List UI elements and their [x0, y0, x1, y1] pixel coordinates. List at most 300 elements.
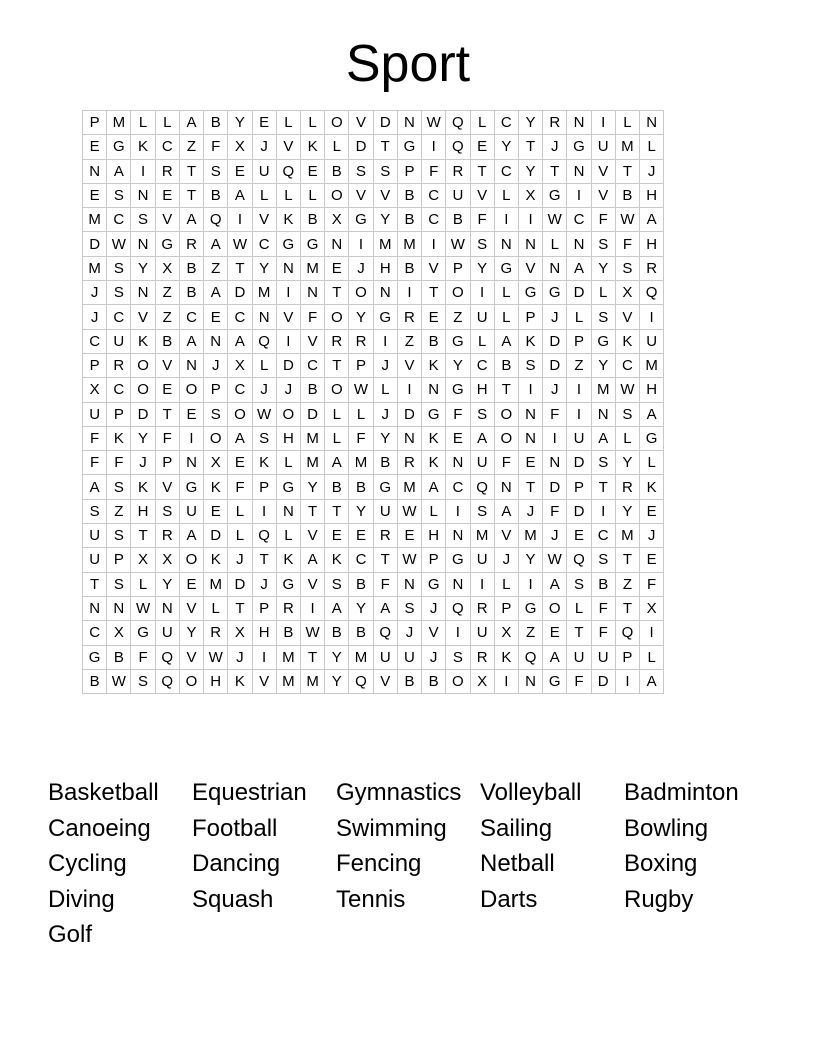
grid-cell: Q: [446, 135, 470, 159]
grid-cell: G: [349, 208, 373, 232]
grid-cell: R: [470, 645, 494, 669]
word-list-item: Equestrian: [192, 779, 307, 806]
grid-cell: V: [155, 208, 179, 232]
grid-cell: J: [543, 378, 567, 402]
grid-cell: F: [83, 451, 107, 475]
grid-cell: L: [494, 572, 518, 596]
grid-cell: E: [349, 524, 373, 548]
grid-cell: V: [252, 208, 276, 232]
grid-cell: Y: [325, 645, 349, 669]
grid-cell: R: [204, 621, 228, 645]
grid-cell: X: [228, 621, 252, 645]
grid-cell: P: [397, 159, 421, 183]
grid-cell: Y: [373, 426, 397, 450]
grid-cell: B: [422, 329, 446, 353]
grid-cell: C: [349, 548, 373, 572]
grid-cell: I: [494, 208, 518, 232]
grid-cell: V: [252, 669, 276, 693]
grid-cell: Z: [204, 256, 228, 280]
grid-cell: W: [397, 548, 421, 572]
grid-cell: X: [640, 596, 664, 620]
grid-cell: G: [107, 135, 131, 159]
grid-cell: A: [640, 208, 664, 232]
grid-cell: A: [640, 669, 664, 693]
grid-cell: W: [300, 621, 324, 645]
grid-cell: M: [397, 475, 421, 499]
grid-cell: I: [179, 426, 203, 450]
grid-cell: N: [131, 183, 155, 207]
grid-cell: V: [276, 135, 300, 159]
grid-cell: M: [276, 669, 300, 693]
grid-cell: O: [228, 402, 252, 426]
grid-cell: O: [325, 378, 349, 402]
grid-cell: J: [543, 305, 567, 329]
grid-cell: A: [567, 256, 591, 280]
grid-cell: U: [107, 329, 131, 353]
grid-cell: J: [349, 256, 373, 280]
grid-row: [83, 645, 664, 669]
grid-cell: R: [349, 329, 373, 353]
grid-cell: E: [179, 402, 203, 426]
grid-cell: N: [179, 353, 203, 377]
grid-cell: B: [349, 572, 373, 596]
grid-cell: Z: [155, 281, 179, 305]
grid-cell: E: [446, 426, 470, 450]
grid-cell: Q: [518, 645, 542, 669]
grid-cell: T: [615, 596, 639, 620]
grid-cell: Y: [591, 353, 615, 377]
grid-cell: R: [107, 353, 131, 377]
grid-cell: E: [518, 451, 542, 475]
grid-cell: J: [228, 645, 252, 669]
grid-cell: N: [567, 111, 591, 135]
grid-cell: G: [373, 475, 397, 499]
grid-cell: L: [276, 183, 300, 207]
grid-cell: S: [470, 402, 494, 426]
grid-cell: G: [446, 329, 470, 353]
grid-cell: A: [179, 329, 203, 353]
grid-cell: V: [422, 256, 446, 280]
grid-row: [83, 475, 664, 499]
grid-cell: S: [107, 572, 131, 596]
grid-cell: N: [276, 256, 300, 280]
grid-cell: A: [325, 596, 349, 620]
grid-cell: D: [131, 402, 155, 426]
word-list-item: Golf: [48, 921, 93, 948]
grid-cell: S: [107, 475, 131, 499]
grid-cell: Y: [131, 426, 155, 450]
grid-cell: P: [107, 402, 131, 426]
grid-cell: Y: [228, 111, 252, 135]
grid-cell: B: [179, 256, 203, 280]
grid-cell: E: [543, 621, 567, 645]
grid-cell: O: [325, 305, 349, 329]
grid-cell: S: [591, 305, 615, 329]
grid-cell: D: [373, 111, 397, 135]
grid-cell: U: [470, 451, 494, 475]
grid-cell: J: [397, 621, 421, 645]
grid-cell: F: [83, 426, 107, 450]
grid-cell: H: [131, 499, 155, 523]
grid-cell: I: [252, 645, 276, 669]
grid-cell: A: [179, 524, 203, 548]
grid-cell: R: [155, 524, 179, 548]
grid-cell: A: [300, 548, 324, 572]
grid-cell: G: [543, 281, 567, 305]
word-list-item: Football: [192, 814, 278, 842]
grid-cell: S: [615, 256, 639, 280]
grid-cell: O: [179, 548, 203, 572]
grid-cell: Y: [325, 669, 349, 693]
grid-cell: N: [567, 159, 591, 183]
grid-cell: G: [179, 475, 203, 499]
grid-cell: V: [422, 621, 446, 645]
grid-cell: R: [640, 256, 664, 280]
grid-cell: M: [615, 524, 639, 548]
grid-cell: N: [567, 232, 591, 256]
grid-cell: U: [470, 621, 494, 645]
grid-row: [83, 305, 664, 329]
grid-cell: C: [591, 524, 615, 548]
grid-cell: T: [591, 475, 615, 499]
grid-cell: R: [397, 451, 421, 475]
grid-cell: A: [228, 183, 252, 207]
grid-cell: U: [470, 305, 494, 329]
page-title: Sport: [345, 35, 471, 93]
grid-cell: E: [228, 159, 252, 183]
grid-cell: A: [543, 572, 567, 596]
grid-cell: U: [83, 524, 107, 548]
grid-cell: B: [397, 183, 421, 207]
grid-cell: F: [470, 208, 494, 232]
grid-cell: V: [591, 183, 615, 207]
grid-cell: T: [179, 183, 203, 207]
grid-cell: A: [228, 426, 252, 450]
word-list-item: Badminton: [624, 779, 739, 806]
grid-cell: I: [543, 426, 567, 450]
grid-row: [83, 451, 664, 475]
grid-cell: E: [422, 305, 446, 329]
grid-cell: B: [397, 669, 421, 693]
grid-cell: N: [494, 232, 518, 256]
grid-cell: H: [640, 232, 664, 256]
grid-cell: M: [591, 378, 615, 402]
grid-cell: C: [470, 353, 494, 377]
grid-cell: N: [276, 499, 300, 523]
grid-cell: G: [640, 426, 664, 450]
grid-cell: C: [300, 353, 324, 377]
grid-cell: U: [155, 621, 179, 645]
grid-cell: B: [204, 111, 228, 135]
grid-cell: X: [325, 208, 349, 232]
grid-cell: K: [131, 135, 155, 159]
grid-cell: L: [422, 499, 446, 523]
grid-cell: M: [349, 645, 373, 669]
grid-cell: R: [615, 475, 639, 499]
grid-cell: M: [83, 208, 107, 232]
grid-row: [83, 548, 664, 572]
grid-cell: I: [446, 499, 470, 523]
grid-cell: V: [349, 183, 373, 207]
grid-cell: W: [228, 232, 252, 256]
grid-cell: B: [349, 621, 373, 645]
grid-cell: C: [228, 378, 252, 402]
grid-cell: L: [325, 402, 349, 426]
grid-cell: O: [204, 426, 228, 450]
grid-cell: D: [567, 499, 591, 523]
grid-cell: W: [422, 111, 446, 135]
grid-cell: P: [204, 378, 228, 402]
grid-cell: L: [276, 524, 300, 548]
grid-cell: P: [446, 256, 470, 280]
word-list-item: Sailing: [480, 814, 553, 842]
grid-cell: S: [591, 548, 615, 572]
grid-cell: A: [204, 232, 228, 256]
grid-cell: Y: [131, 256, 155, 280]
grid-cell: S: [204, 402, 228, 426]
grid-cell: M: [373, 232, 397, 256]
grid-cell: C: [422, 208, 446, 232]
grid-row: [83, 256, 664, 280]
grid-cell: F: [446, 402, 470, 426]
grid-cell: G: [422, 572, 446, 596]
grid-cell: A: [543, 645, 567, 669]
word-list-item: Bowling: [624, 814, 709, 842]
grid-cell: X: [155, 256, 179, 280]
grid-cell: N: [300, 281, 324, 305]
grid-cell: W: [349, 378, 373, 402]
grid-cell: Q: [373, 621, 397, 645]
grid-cell: S: [83, 499, 107, 523]
grid-cell: I: [373, 329, 397, 353]
grid-cell: A: [470, 426, 494, 450]
grid-cell: O: [325, 183, 349, 207]
grid-cell: J: [373, 402, 397, 426]
grid-cell: N: [422, 378, 446, 402]
grid-cell: L: [325, 426, 349, 450]
word-list-item: Darts: [480, 885, 538, 913]
grid-cell: T: [252, 548, 276, 572]
grid-cell: K: [252, 451, 276, 475]
grid-row: [83, 669, 664, 693]
grid-cell: W: [543, 548, 567, 572]
grid-cell: L: [252, 353, 276, 377]
grid-cell: H: [640, 378, 664, 402]
grid-cell: M: [397, 232, 421, 256]
grid-cell: B: [83, 669, 107, 693]
grid-row: [83, 208, 664, 232]
grid-cell: C: [155, 135, 179, 159]
grid-cell: O: [131, 378, 155, 402]
grid-cell: D: [397, 402, 421, 426]
grid-cell: W: [131, 596, 155, 620]
grid-cell: K: [325, 548, 349, 572]
grid-cell: R: [276, 596, 300, 620]
grid-cell: U: [397, 645, 421, 669]
grid-cell: G: [422, 402, 446, 426]
grid-cell: A: [494, 499, 518, 523]
grid-row: [83, 499, 664, 523]
grid-cell: N: [373, 281, 397, 305]
grid-cell: V: [300, 572, 324, 596]
grid-cell: S: [397, 596, 421, 620]
grid-cell: N: [640, 111, 664, 135]
grid-cell: I: [640, 305, 664, 329]
grid-cell: I: [470, 572, 494, 596]
grid-cell: V: [397, 353, 421, 377]
grid-cell: N: [446, 572, 470, 596]
grid-cell: N: [252, 305, 276, 329]
grid-cell: G: [83, 645, 107, 669]
grid-cell: M: [300, 256, 324, 280]
grid-cell: L: [494, 305, 518, 329]
grid-cell: T: [615, 159, 639, 183]
grid-cell: D: [300, 402, 324, 426]
grid-cell: I: [228, 208, 252, 232]
grid-cell: X: [518, 183, 542, 207]
grid-cell: D: [567, 451, 591, 475]
grid-cell: L: [640, 645, 664, 669]
grid-cell: S: [591, 232, 615, 256]
grid-cell: D: [83, 232, 107, 256]
grid-cell: T: [325, 353, 349, 377]
grid-cell: I: [591, 499, 615, 523]
grid-cell: K: [422, 353, 446, 377]
grid-cell: Y: [591, 256, 615, 280]
grid-cell: E: [300, 159, 324, 183]
grid-cell: J: [422, 645, 446, 669]
grid-cell: R: [446, 159, 470, 183]
grid-cell: W: [252, 402, 276, 426]
grid-cell: J: [252, 135, 276, 159]
grid-cell: Z: [567, 353, 591, 377]
grid-cell: U: [591, 645, 615, 669]
grid-cell: Z: [107, 499, 131, 523]
grid-cell: U: [252, 159, 276, 183]
grid-cell: I: [276, 329, 300, 353]
word-list-item: Rugby: [624, 885, 694, 913]
word-list-item: Canoeing: [48, 814, 151, 842]
grid-cell: K: [228, 669, 252, 693]
grid-row: [83, 572, 664, 596]
grid-cell: M: [276, 645, 300, 669]
grid-cell: Q: [567, 548, 591, 572]
grid-cell: L: [640, 135, 664, 159]
grid-cell: K: [131, 329, 155, 353]
grid-cell: C: [422, 183, 446, 207]
grid-cell: L: [276, 111, 300, 135]
grid-cell: U: [373, 499, 397, 523]
grid-cell: T: [470, 159, 494, 183]
grid-cell: L: [300, 183, 324, 207]
grid-cell: L: [131, 111, 155, 135]
grid-cell: C: [567, 208, 591, 232]
grid-cell: N: [494, 475, 518, 499]
grid-cell: C: [615, 353, 639, 377]
grid-cell: Y: [349, 499, 373, 523]
grid-cell: X: [228, 353, 252, 377]
grid-cell: W: [615, 378, 639, 402]
grid-cell: B: [325, 621, 349, 645]
grid-cell: I: [276, 281, 300, 305]
grid-cell: A: [107, 159, 131, 183]
grid-cell: F: [591, 596, 615, 620]
grid-cell: I: [397, 378, 421, 402]
grid-cell: M: [300, 669, 324, 693]
grid-cell: Y: [179, 621, 203, 645]
grid-cell: E: [325, 256, 349, 280]
grid-cell: A: [204, 281, 228, 305]
grid-cell: U: [83, 548, 107, 572]
grid-cell: T: [373, 135, 397, 159]
grid-cell: Q: [155, 645, 179, 669]
grid-cell: T: [325, 281, 349, 305]
grid-cell: R: [179, 232, 203, 256]
grid-cell: I: [567, 378, 591, 402]
grid-cell: L: [349, 402, 373, 426]
grid-cell: F: [543, 402, 567, 426]
grid-cell: L: [640, 451, 664, 475]
grid-row: [83, 183, 664, 207]
grid-cell: S: [470, 232, 494, 256]
grid-cell: J: [83, 305, 107, 329]
grid-cell: H: [422, 524, 446, 548]
grid-cell: B: [397, 208, 421, 232]
grid-cell: U: [470, 548, 494, 572]
grid-cell: R: [543, 111, 567, 135]
grid-cell: T: [300, 499, 324, 523]
grid-cell: P: [107, 548, 131, 572]
grid-cell: U: [179, 499, 203, 523]
grid-cell: Q: [252, 329, 276, 353]
grid-cell: W: [615, 208, 639, 232]
grid-cell: F: [349, 426, 373, 450]
grid-cell: B: [276, 621, 300, 645]
grid-cell: N: [83, 596, 107, 620]
grid-cell: L: [325, 135, 349, 159]
grid-cell: L: [615, 426, 639, 450]
grid-cell: Y: [349, 596, 373, 620]
grid-cell: X: [228, 135, 252, 159]
grid-cell: A: [373, 596, 397, 620]
grid-cell: N: [131, 281, 155, 305]
grid-cell: Z: [518, 621, 542, 645]
grid-cell: E: [228, 451, 252, 475]
grid-cell: F: [155, 426, 179, 450]
grid-cell: N: [543, 256, 567, 280]
grid-cell: L: [228, 499, 252, 523]
grid-cell: I: [518, 572, 542, 596]
grid-cell: K: [107, 426, 131, 450]
grid-cell: E: [179, 572, 203, 596]
grid-cell: B: [325, 475, 349, 499]
grid-cell: R: [373, 524, 397, 548]
grid-cell: T: [300, 645, 324, 669]
grid-row: [83, 232, 664, 256]
grid-cell: J: [640, 159, 664, 183]
grid-cell: S: [470, 499, 494, 523]
grid-cell: J: [373, 353, 397, 377]
grid-cell: E: [325, 524, 349, 548]
grid-cell: P: [252, 596, 276, 620]
grid-cell: I: [615, 669, 639, 693]
grid-cell: C: [494, 111, 518, 135]
grid-cell: G: [494, 256, 518, 280]
grid-cell: C: [494, 159, 518, 183]
grid-cell: Y: [615, 451, 639, 475]
grid-cell: S: [349, 159, 373, 183]
grid-cell: N: [107, 596, 131, 620]
